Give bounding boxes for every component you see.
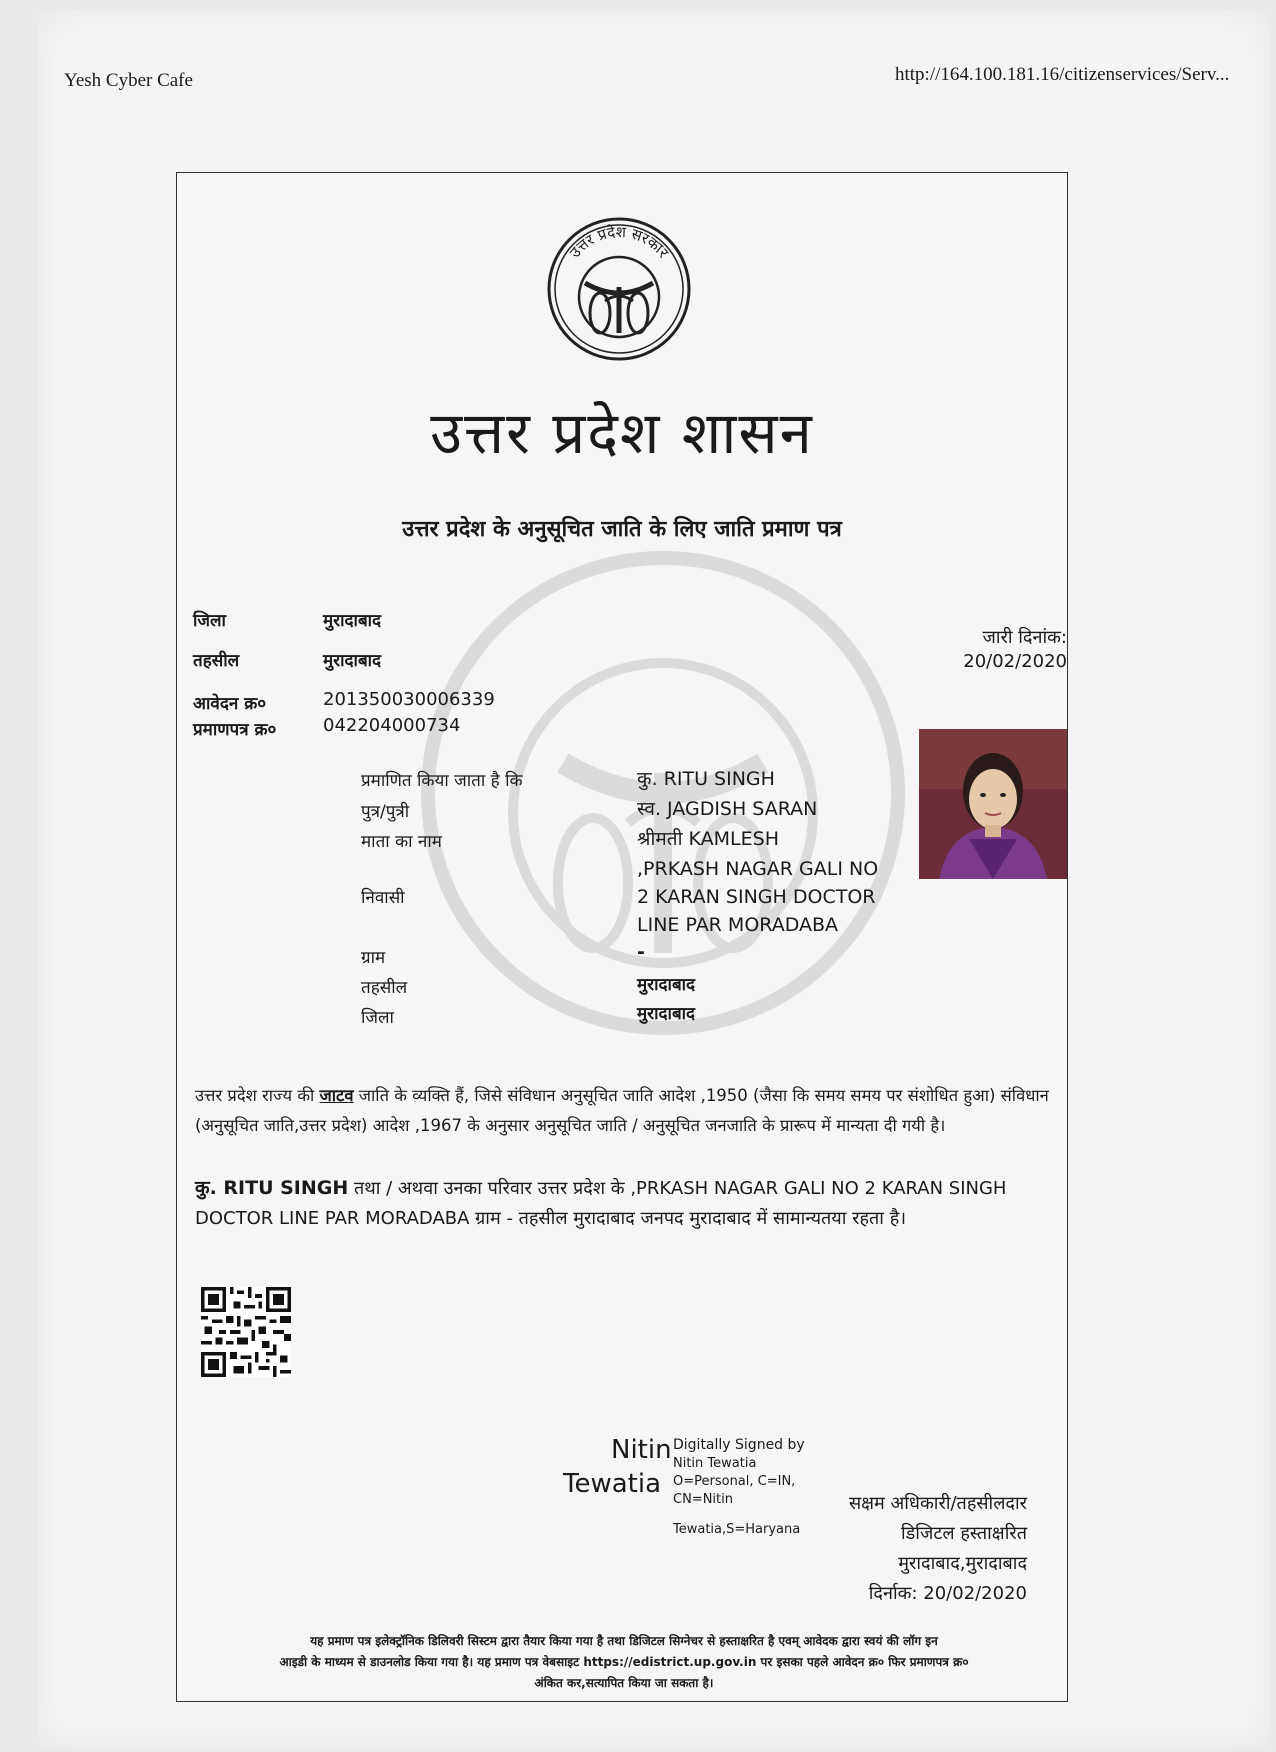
issue-date-label: जारी दिनांक:	[982, 627, 1067, 648]
authority-digital: डिजिटल हस्ताक्षरित	[901, 1523, 1027, 1544]
certificate-frame	[176, 172, 1068, 1702]
certificate-number-value: 042204000734	[323, 715, 461, 736]
signature-detail-2: Nitin Tewatia	[673, 1456, 757, 1471]
father-name: स्व. JAGDISH SARAN	[637, 798, 818, 820]
paragraph1-before: उत्तर प्रदेश राज्य की	[195, 1086, 320, 1105]
resident-label: निवासी	[361, 888, 405, 908]
signature-detail-5: Tewatia,S=Haryana	[673, 1522, 801, 1537]
person-district-value: मुरादाबाद	[637, 1004, 696, 1024]
caste-paragraph	[195, 1081, 1065, 1141]
address-line-1: ,PRKASH NAGAR GALI NO	[637, 858, 879, 880]
authority-title: सक्षम अधिकारी/तहसीलदार	[848, 1493, 1027, 1514]
footer-line-3: अंकित कर,सत्यापित किया जा सकता है।	[534, 1676, 714, 1690]
print-header-url: http://164.100.181.16/citizenservices/Serv...	[895, 64, 1230, 85]
caste-name: जाटव	[319, 1086, 354, 1105]
mother-name: श्रीमती KAMLESH	[637, 828, 779, 850]
certified-label: प्रमाणित किया जाता है कि	[361, 771, 523, 791]
authority-block	[777, 1489, 1027, 1609]
signature-detail-3: O=Personal, C=IN,	[673, 1474, 796, 1489]
footer-line-2: आइडी के माध्यम से डाउनलोड किया गया है। यह प्रमाण पत्र वेबसाइट https://edistrict.up.gov.in पर इसका पहले आवेदन क्र० फिर प्रमाणपत्र क्र०	[279, 1655, 969, 1669]
district-value: मुरादाबाद	[323, 611, 382, 631]
mother-name-label: माता का नाम	[361, 832, 442, 852]
signature-detail-1: Digitally Signed by	[673, 1437, 805, 1453]
certificate-title: उत्तर प्रदेश शासन	[430, 399, 814, 467]
footer-line-1: यह प्रमाण पत्र इलेक्ट्रॉनिक डिलिवरी सिस्टम द्वारा तैयार किया गया है तथा डिजिटल सिग्नेचर से हस्ताक्षरित है एवम् आवेदक द्वारा स्वयं की लॉग इन	[310, 1634, 938, 1648]
tehsil-value: मुरादाबाद	[323, 651, 382, 671]
person-tehsil-value: मुरादाबाद	[637, 975, 696, 995]
village-value: -	[637, 941, 645, 963]
qr-code	[201, 1287, 291, 1377]
paragraph1-after: जाति के व्यक्ति हैं, जिसे संविधान अनुसूचित जाति आदेश ,1950 (जैसा कि समय समय पर संशोधित हुआ) संविधान (अनुसूचित जाति,उत्तर प्रदेश) आदेश ,1967 के अनुसार अनुसूचित जाति / अनुसूचित जनजाति के प्रारूप में मान्यता दी गयी है।	[195, 1086, 1049, 1135]
applicant-photo	[919, 729, 1067, 879]
signature-detail-4: CN=Nitin	[673, 1492, 733, 1507]
authority-location: मुरादाबाद,मुरादाबाद	[898, 1553, 1027, 1574]
application-number-label: आवेदन क्र०	[193, 694, 267, 714]
up-government-emblem	[545, 215, 693, 363]
resident-address	[637, 855, 909, 939]
certificate-subtitle: उत्तर प्रदेश के अनुसूचित जाति के लिए जाति प्रमाण पत्र	[402, 517, 842, 542]
child-of-label: पुत्र/पुत्री	[361, 802, 410, 822]
application-number-value: 201350030006339	[323, 689, 495, 710]
print-header-left: Yesh Cyber Cafe	[64, 70, 193, 91]
emblem-text: उत्तर प्रदेश सरकार	[565, 222, 673, 262]
certificate-number-label: प्रमाणपत्र क्र०	[193, 720, 277, 740]
address-line-2: 2 KARAN SINGH DOCTOR	[637, 886, 876, 908]
signer-name-last: Tewatia	[563, 1469, 662, 1499]
district-label: जिला	[193, 611, 226, 631]
person-tehsil-label: तहसील	[361, 978, 408, 998]
village-label: ग्राम	[361, 948, 386, 968]
signer-name-first: Nitin	[611, 1435, 672, 1465]
residence-paragraph	[195, 1173, 1065, 1234]
footer-note	[199, 1631, 1049, 1694]
tehsil-label: तहसील	[193, 651, 240, 671]
paragraph2-rest: तथा / अथवा उनका परिवार उत्तर प्रदेश के ,PRKASH NAGAR GALI NO 2 KARAN SINGH DOCTOR LINE PAR MORADABA ग्राम - तहसील मुरादाबाद जनपद मुरादाबाद में सामान्यतया रहता है।	[195, 1178, 1007, 1229]
certified-name: कु. RITU SINGH	[637, 768, 775, 790]
person-district-label: जिला	[361, 1008, 394, 1028]
address-line-3: LINE PAR MORADABA	[637, 914, 839, 936]
paragraph2-name: कु. RITU SINGH	[195, 1177, 349, 1199]
authority-date: दिर्नाक: 20/02/2020	[868, 1583, 1027, 1604]
issue-date-value: 20/02/2020	[963, 651, 1067, 672]
